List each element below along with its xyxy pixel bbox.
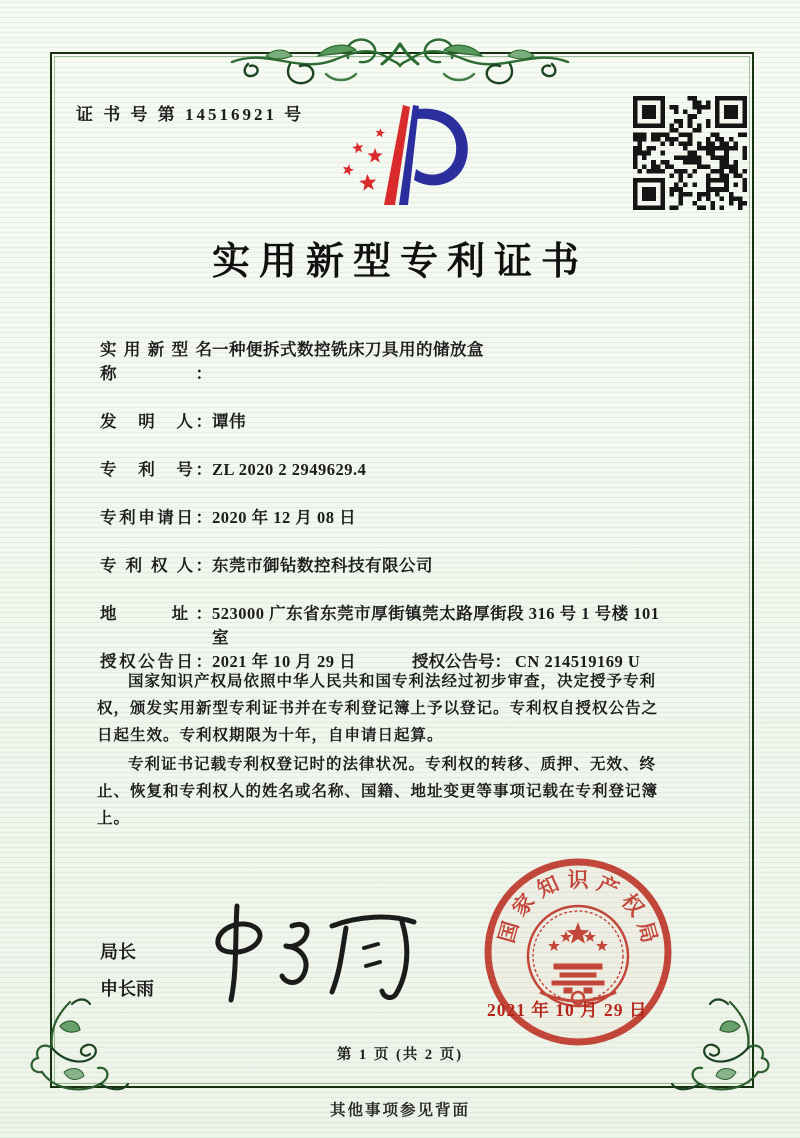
field-label: 发 明 人： <box>100 412 212 431</box>
svg-text:产: 产 <box>593 871 623 902</box>
legal-paragraphs <box>97 668 667 834</box>
cnipa-logo-icon <box>318 90 488 217</box>
field-patent-number <box>100 458 666 482</box>
legal-paragraph-2: 专利证书记载专利权登记时的法律状况。专利权的转移、质押、无效、终止、恢复和专利权人的姓名或名称、国籍、地址变更等事项记载在专利登记簿上。 <box>97 756 659 827</box>
svg-text:国: 国 <box>494 918 524 946</box>
top-ornament <box>230 16 570 100</box>
field-label: 专 利 号： <box>100 460 212 479</box>
official-seal <box>478 852 678 1052</box>
signer-name: 申长雨 <box>100 979 154 999</box>
field-label: 专 利 权 人： <box>100 556 212 575</box>
signer-block <box>100 934 154 1008</box>
svg-text:家: 家 <box>507 889 540 921</box>
back-side-note: 其他事项参见背面 <box>329 1102 470 1119</box>
field-utility-model-name <box>100 338 666 386</box>
signature-shen-changyu <box>190 892 440 1007</box>
field-inventor <box>100 410 666 434</box>
certificate-fields <box>100 338 666 698</box>
certificate-number: 证 书 号 第 14516921 号 <box>76 105 305 124</box>
field-value: 2021 年 10 月 29 日 <box>212 652 357 671</box>
svg-text:知: 知 <box>533 871 563 902</box>
legal-paragraph-1: 国家知识产权局依照中华人民共和国专利法经过初步审查，决定授予专利权，颁发实用新型专利证书并在专利登记簿上予以登记。专利权自授权公告之日起生效。专利权期限为十年，自申请日起算。 <box>97 673 659 744</box>
field-label: 专利申请日： <box>100 508 212 527</box>
field-label: 授权公告日： <box>100 652 212 671</box>
field-filing-date <box>100 506 666 530</box>
field-value: 一种便拆式数控铣床刀具用的储放盒 <box>212 340 484 359</box>
field-patentee <box>100 554 666 578</box>
field-value: 东莞市御钻数控科技有限公司 <box>212 556 433 575</box>
svg-text:权: 权 <box>616 889 649 921</box>
field-value: ZL 2020 2 2949629.4 <box>212 460 367 479</box>
field-label: 地 址： <box>100 604 212 623</box>
svg-text:识: 识 <box>567 868 589 892</box>
field-label: 实用新型名称： <box>100 340 212 383</box>
field-value: 2020 年 12 月 08 日 <box>212 508 357 527</box>
field-label: 授权公告号： <box>412 652 511 671</box>
certificate-title: 实用新型专利证书 <box>211 241 588 283</box>
field-value: CN 214519169 U <box>515 652 641 671</box>
signer-title: 局长 <box>100 942 136 962</box>
qr-code <box>633 96 747 210</box>
svg-text:局: 局 <box>632 918 662 946</box>
field-value: 523000 广东省东莞市厚街镇莞太路厚街段 316 号 1 号楼 101 室 <box>212 604 660 647</box>
page-number: 第 1 页 (共 2 页) <box>336 1047 464 1063</box>
seal-date: 2021 年 10 月 29 日 <box>487 1000 648 1020</box>
field-address <box>100 602 666 650</box>
field-value: 谭伟 <box>212 412 246 431</box>
